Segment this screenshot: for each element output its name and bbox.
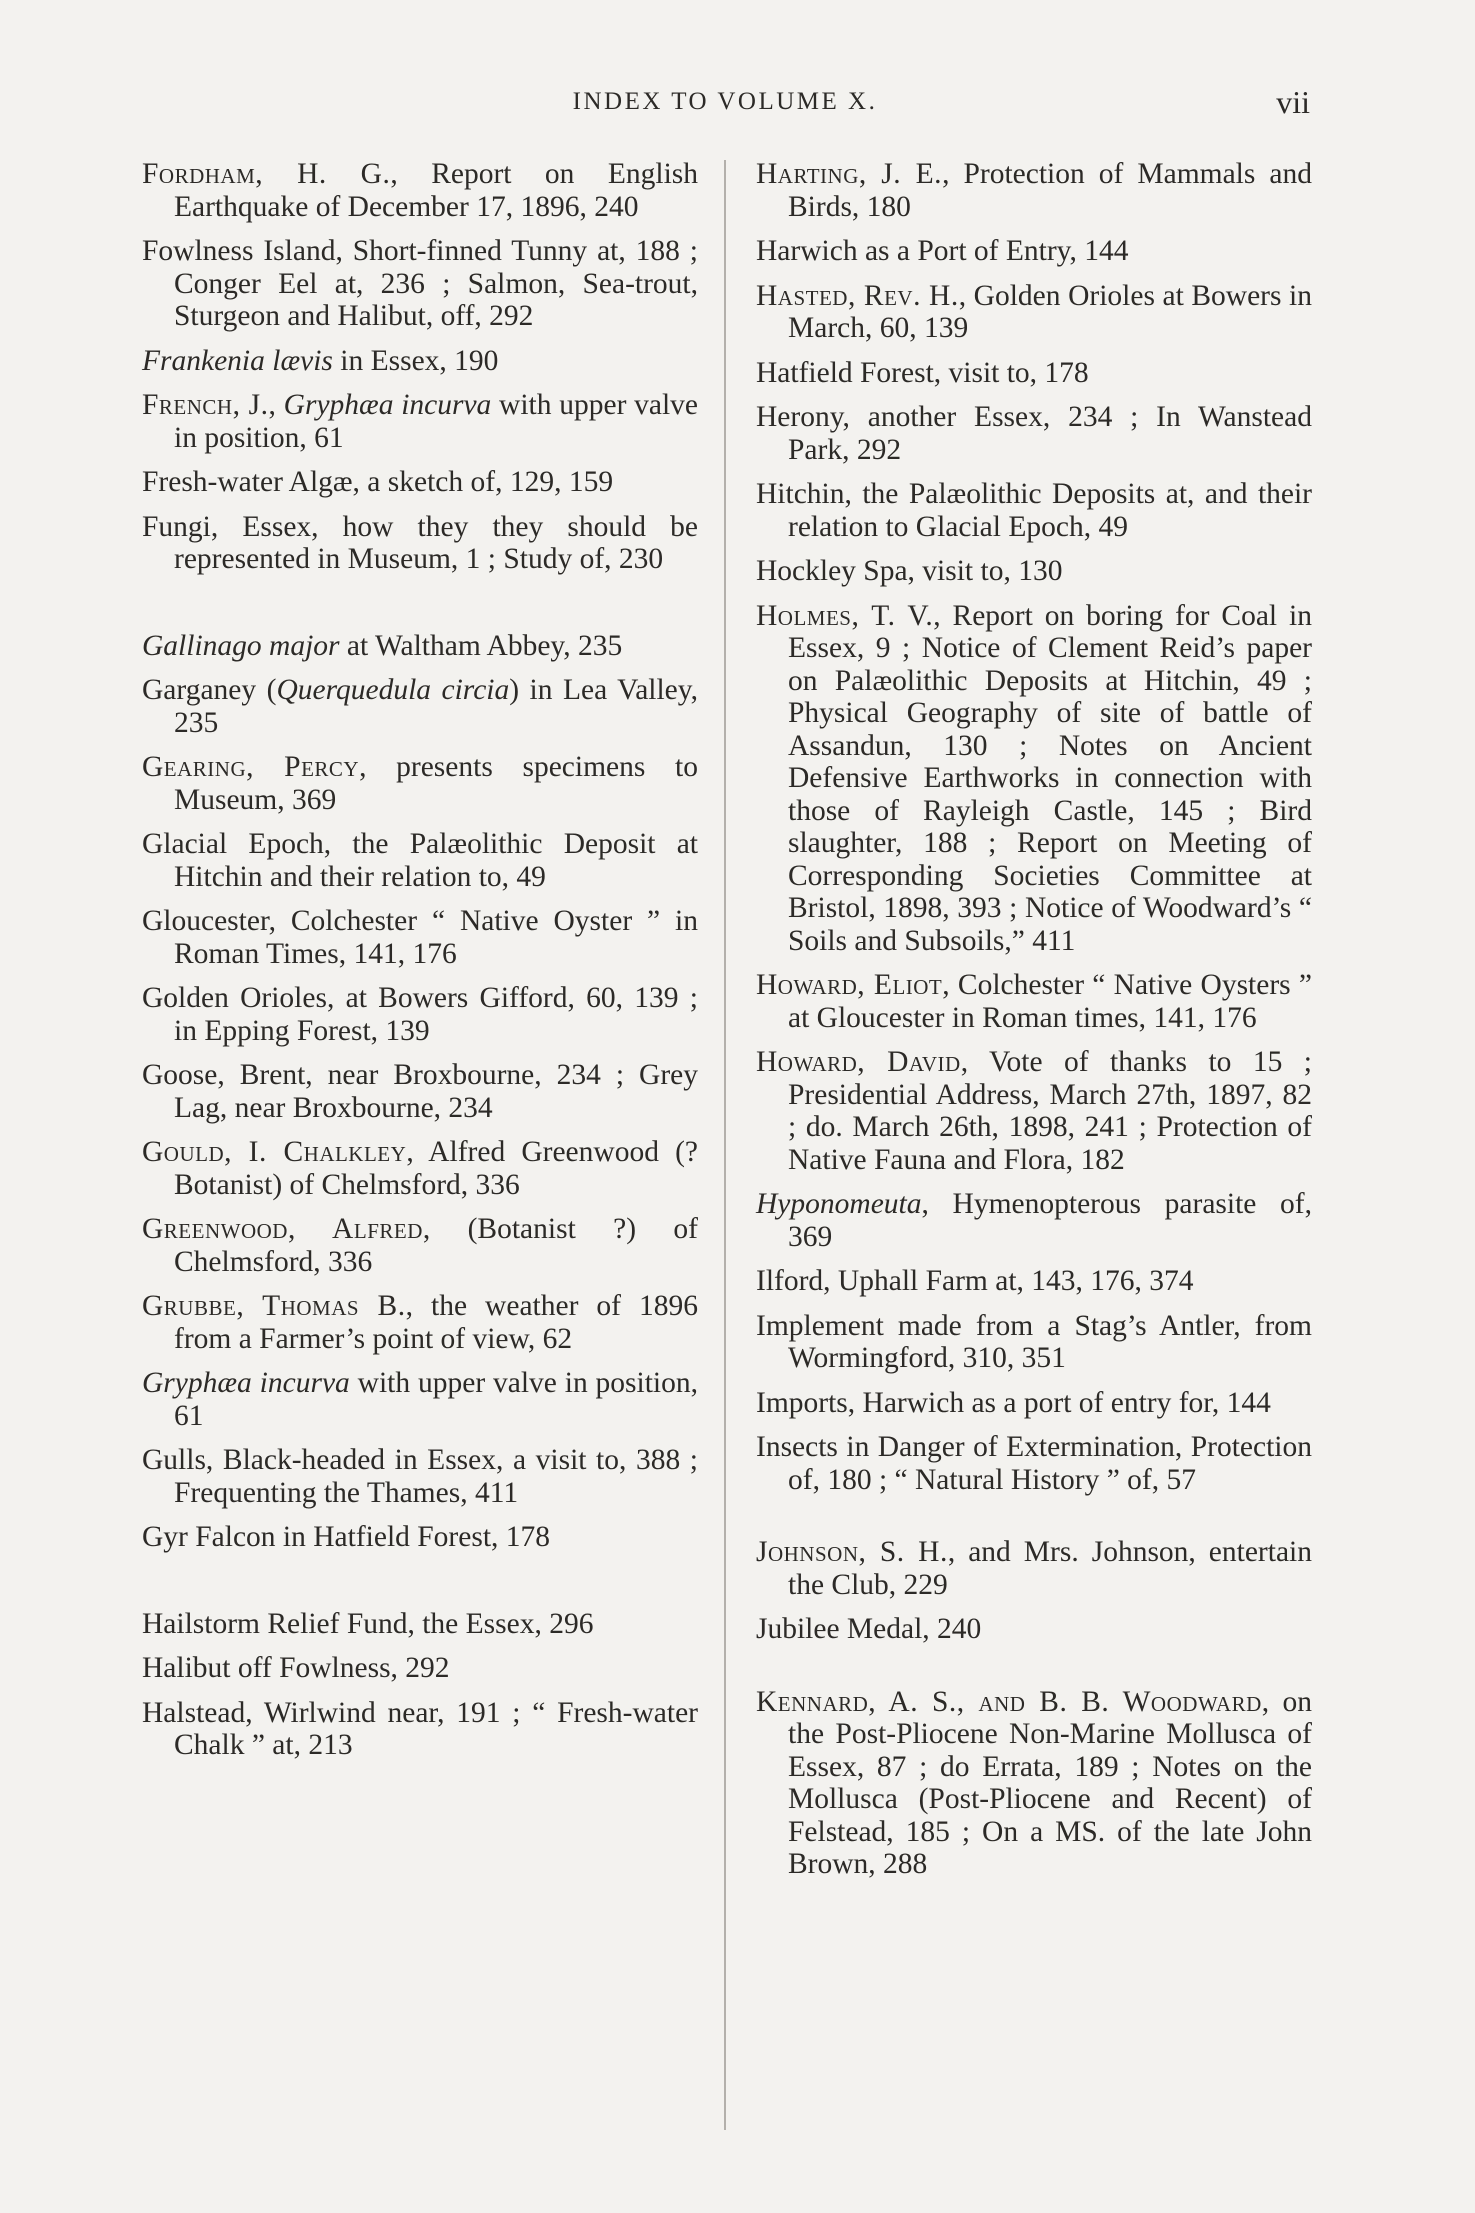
index-entry [142,1059,698,1124]
index-entry-text: Gryphæa incurva [283,389,492,421]
index-entry-text: Kennard, A. S., and B. B. Woodward [756,1685,1262,1718]
index-entry [142,1697,698,1762]
index-entry [142,751,698,816]
index-entry-text: Glacial Epoch, the Palæolithic Deposit at Hitchin and their relation to, 49 [142,828,698,893]
index-entry-text: Ilford, Uphall Farm at, 143, 176, 374 [756,1265,1194,1297]
index-entry [756,555,1312,588]
index-entry-text: , the weather of 1896 from a Farmer’s point of view, 62 [174,1290,698,1355]
index-entry-text: Greenwood, Alfred [142,1213,423,1245]
index-entry-text: , presents specimens to Museum, 369 [174,751,698,816]
index-entry-text: , Alfred Greenwood (? Botanist) of Chelmsford, 336 [174,1136,698,1201]
index-entry-text: Howard, David [756,1046,961,1078]
index-entry [142,905,698,970]
index-entry [756,1265,1312,1298]
index-entry-text: Garganey ( [142,674,277,706]
index-entry [142,674,698,739]
index-entry-text: ) in Lea Valley, 235 [174,674,698,739]
right-column [756,158,1312,1893]
index-entry-text: Howard, Eliot [756,969,943,1001]
index-entry [142,466,698,499]
index-entry [142,982,698,1047]
index-entry-text: Fordham, H. G. [142,158,391,190]
index-entry-text: Gould, I. Chalkley [142,1136,407,1168]
index-entry [142,1136,698,1201]
index-entry [756,1046,1312,1176]
page-number: vii [1276,84,1310,120]
index-entry-text: Fungi, Essex, how they they should be represented in Museum, 1 ; Study of, 230 [142,510,698,575]
index-entry-text: Gyr Falcon in Hatfield Forest, 178 [142,1521,551,1553]
index-entry-text: Gulls, Black-headed in Essex, a visit to, 388 ; Frequenting the Thames, 411 [142,1444,698,1509]
index-entry-text: , Report on English Earthquake of December 17, 1896, 240 [174,158,699,223]
index-entry-text: at Waltham Abbey, 235 [339,629,623,662]
index-entry-text: Gearing, Percy [142,751,360,783]
column-divider [724,160,726,2130]
index-entry [756,280,1312,345]
index-entry-text: , [268,389,284,421]
index-entry [142,828,698,893]
index-entry-text: Frankenia lævis [142,344,333,377]
index-entry-text: Gloucester, Colchester “ Native Oyster ” in Roman Times, 141, 176 [142,905,698,970]
index-entry-text: , Golden Orioles at Bowers in March, 60, 139 [788,279,1312,344]
index-entry-text: Gryphæa incurva [142,1367,350,1399]
index-entry-text: , Hymenopterous parasite of, 369 [788,1188,1312,1253]
index-entry [756,158,1312,223]
left-column [142,158,698,1774]
page-title: INDEX TO VOLUME X. [572,88,878,115]
index-entry [142,1367,698,1432]
index-entry-text: Hasted, Rev. H. [756,279,959,312]
index-entry-text: , (Botanist ?) of Chelmsford, 336 [174,1213,698,1278]
index-entry-text: , Vote of thanks to 15 ; Presidential Address, March 27th, 1897, 82 ; do. March 26th, 1898, 241 ; Protection of Native Fauna and Flora, 182 [788,1046,1313,1176]
index-entry [756,969,1312,1034]
index-entry [756,1686,1312,1881]
index-entry-text: Johnson, S. H. [756,1536,948,1568]
index-entry-text: Golden Orioles, at Bowers Gifford, 60, 139 ; in Epping Forest, 139 [142,982,698,1047]
index-entry-text: in Essex, 190 [332,344,499,377]
index-entry [142,1608,698,1641]
index-entry-text: French, J. [142,389,269,421]
index-entry-text: Hailstorm Relief Fund, the Essex, 296 [142,1607,594,1640]
index-entry-text: with upper valve in position, 61 [174,389,699,454]
index-entry [142,1521,698,1554]
index-entry [756,401,1312,466]
index-entry-text: Hyponomeuta [756,1188,922,1220]
index-entry-text: , on the Post-Pliocene Non-Marine Mollusca of Essex, 87 ; do Errata, 189 ; Notes on the Mollusca (Post-Pliocene and Recent) of Felstead, 185 ; On a MS. of the late John Brown, 288 [788,1685,1312,1880]
index-entry [142,1290,698,1355]
index-entry [142,235,698,333]
index-entry-text: , Protection of Mammals and Birds, 180 [788,158,1312,223]
index-entry-text: Grubbe, Thomas B. [142,1290,406,1322]
index-entry [756,1188,1312,1253]
index-entry-text: , Report on boring for Coal in Essex, 9 ; Notice of Clement Reid’s paper on Palæolithic Deposits at Hitchin, 49 ; Physical Geography of site of battle of Assandun, 130 ; Notes on Ancient Defensive Earthworks in connection with those of Rayleigh Castle, 145 ; Bird slaughter, 188 ; Report on Meeting of Corresponding Societies Committee at Bristol, 1898, 393 ; Notice of Woodward’s “ Soils and Subsoils,” 411 [788,599,1312,957]
index-entry-text: Harwich as a Port of Entry, 144 [756,235,1129,267]
index-entry-text: Goose, Brent, near Broxbourne, 234 ; Grey Lag, near Broxbourne, 234 [142,1059,698,1124]
index-entry [756,600,1312,958]
index-entry [756,1613,1312,1646]
index-entry [756,357,1312,390]
index-entry [756,1431,1312,1496]
index-entry-text: Hockley Spa, visit to, 130 [756,555,1063,587]
index-entry-text: Fresh-water Algæ, a sketch of, 129, 159 [142,466,614,498]
index-entry [142,389,698,454]
index-entry-text: , and Mrs. Johnson, entertain the Club, 229 [788,1536,1312,1601]
index-entry [142,158,698,223]
index-entry [756,1536,1312,1601]
index-entry [142,1213,698,1278]
index-entry [756,235,1312,268]
index-entry-text: Hatfield Forest, visit to, 178 [756,356,1089,389]
index-entry-text: Gallinago major [142,629,340,662]
index-entry-text: Implement made from a Stag’s Antler, from Wormingford, 310, 351 [756,1309,1312,1374]
index-entry-text: Fowlness Island, Short-finned Tunny at, 188 ; Conger Eel at, 236 ; Salmon, Sea-trout, Sturgeon and Halibut, off, 292 [142,235,698,332]
index-entry-text: Halstead, Wirlwind near, 191 ; “ Fresh-water Chalk ” at, 213 [142,1696,698,1761]
index-entry-text: Herony, another Essex, 234 ; In Wanstead Park, 292 [756,401,1312,466]
index-entry-text: Jubilee Medal, 240 [756,1613,982,1645]
index-entry-text: Holmes, T. V. [756,599,934,632]
index-entry-text: Halibut off Fowlness, 292 [142,1652,450,1684]
index-entry [142,511,698,576]
index-entry-text: Harting, J. E. [756,158,943,190]
index-entry-text: , Colchester “ Native Oysters ” at Gloucester in Roman times, 141, 176 [788,969,1312,1034]
running-head [140,84,1310,124]
index-entry [756,1310,1312,1375]
index-entry [142,1444,698,1509]
index-entry [142,1652,698,1685]
index-entry [756,1387,1312,1420]
index-entry-text: Imports, Harwich as a port of entry for, 144 [756,1386,1271,1419]
index-entry [142,345,698,378]
index-entry-text: Hitchin, the Palæolithic Deposits at, and their relation to Glacial Epoch, 49 [756,478,1312,543]
index-entry [142,630,698,663]
index-entry-text: Querquedula circia [276,674,510,706]
index-entry-text: with upper valve in position, 61 [174,1367,699,1432]
index-entry-text: Insects in Danger of Extermination, Protection of, 180 ; “ Natural History ” of, 57 [756,1431,1312,1496]
index-entry [756,478,1312,543]
